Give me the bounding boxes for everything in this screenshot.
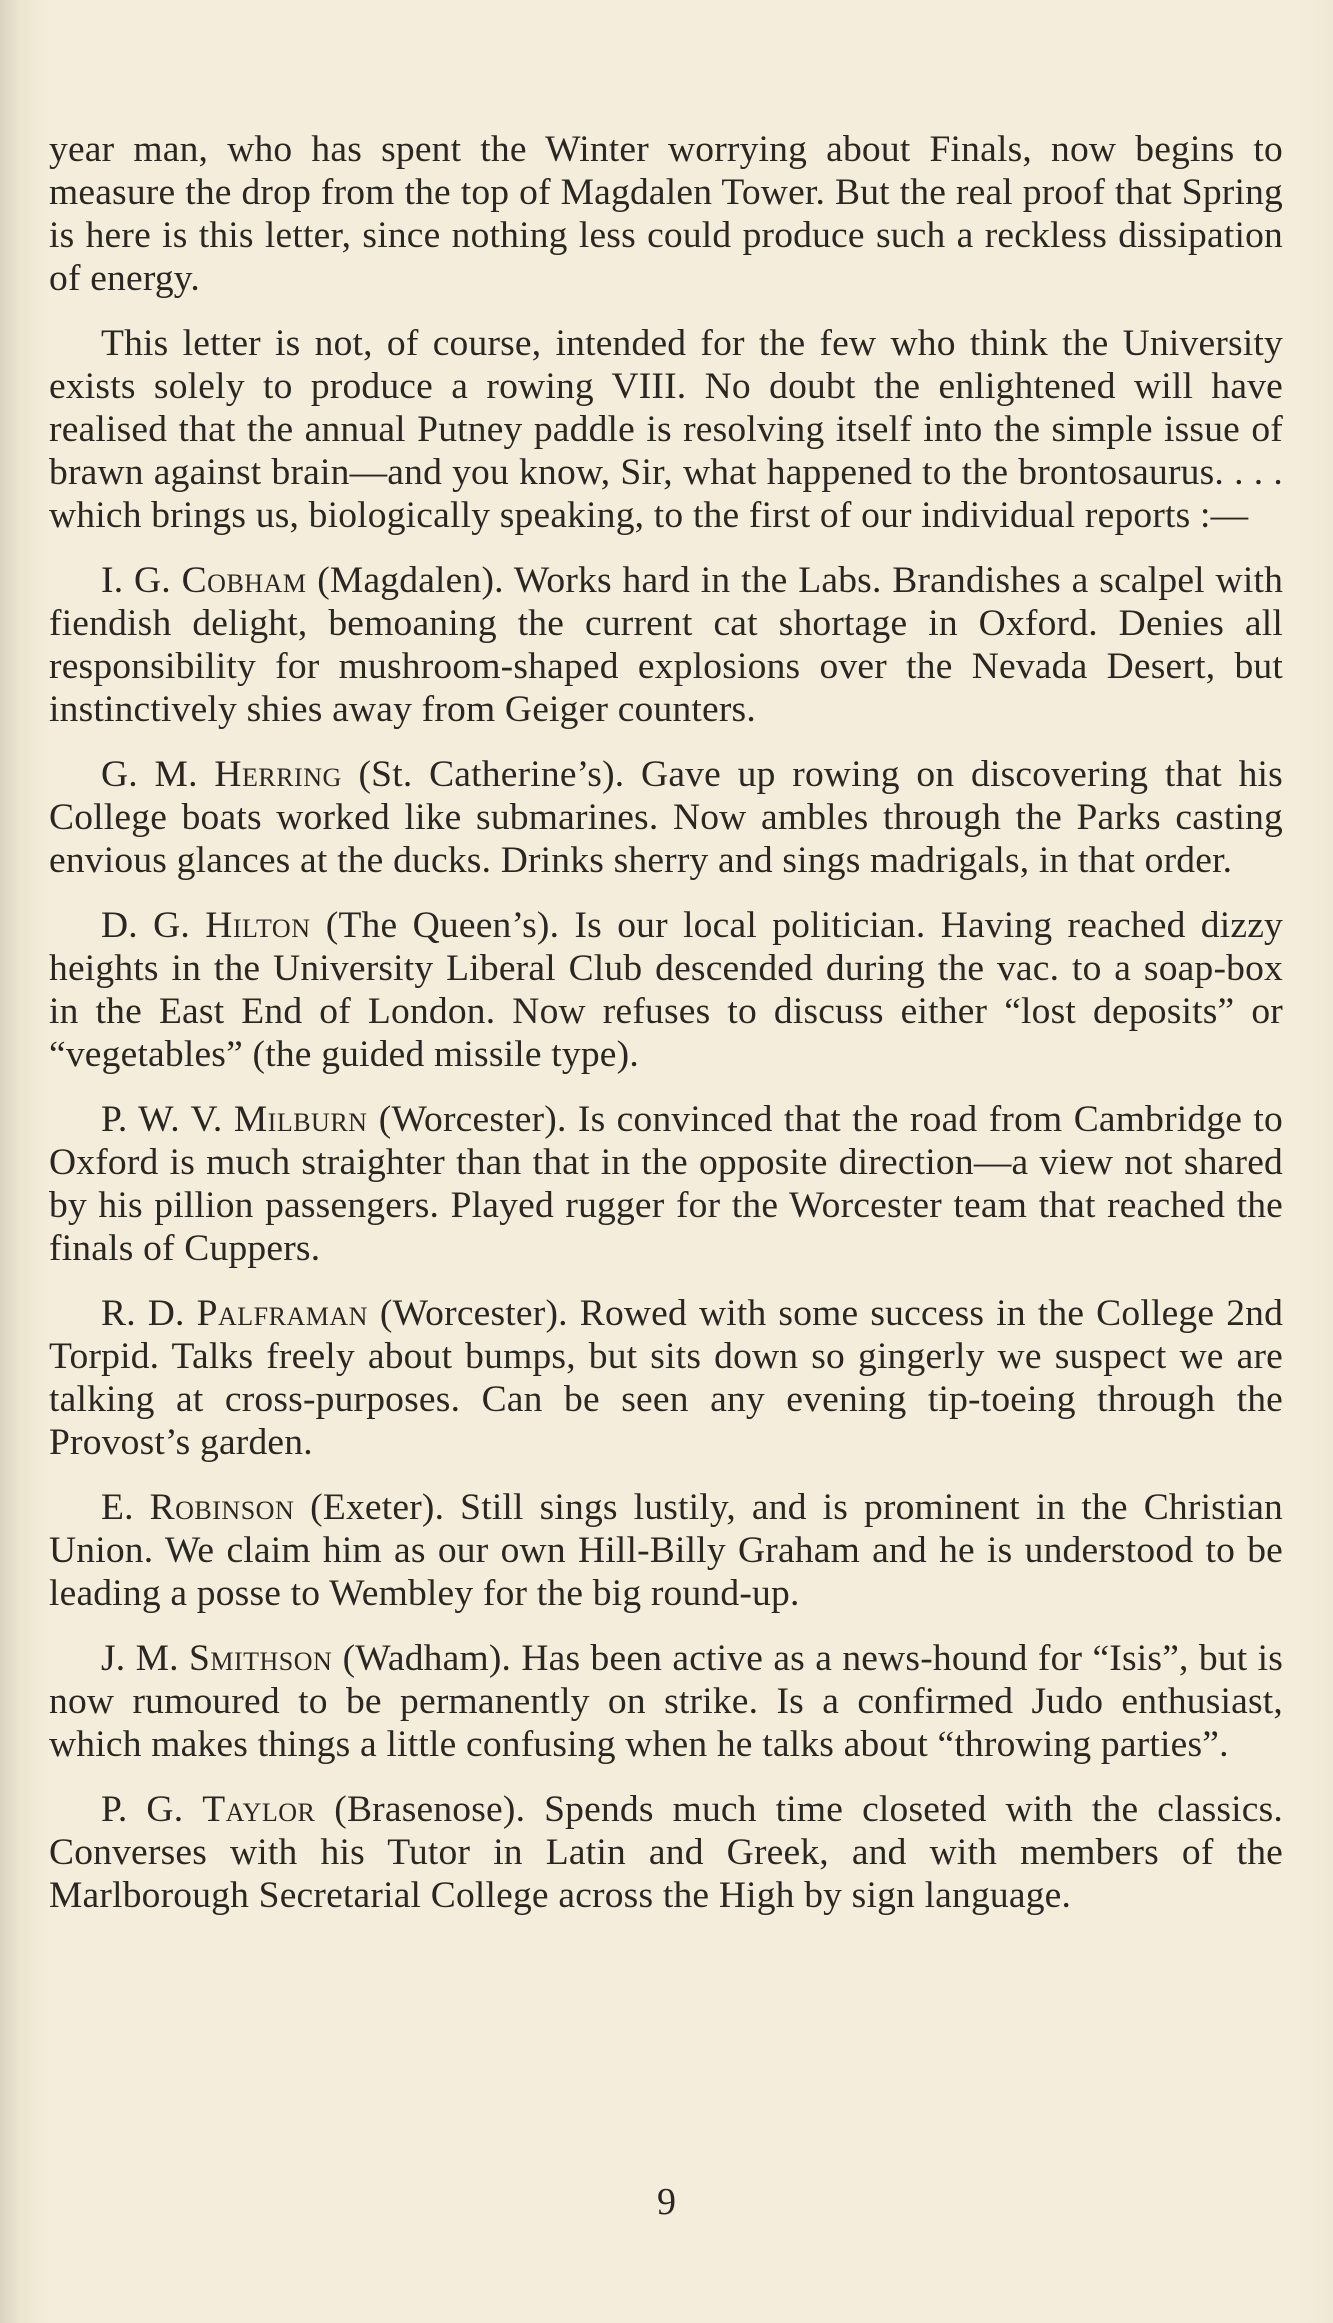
report-college: (The Queen’s). [325,905,560,946]
report-initials: E. [101,1487,134,1528]
report-college: (Wadham). [342,1638,512,1679]
report-surname: Hilton [205,905,311,946]
report-taylor [49,1788,1283,1917]
report-initials: D. G. [101,905,190,946]
report-college: (Worcester). [379,1293,568,1334]
report-text: Is convinced that the road from Cambridge to Oxford is much straighter than that in the opposite direction—a view not shared by his pillion passengers. Played rugger for the Worcester team that reached the finals of Cuppers. [49,1099,1283,1269]
report-text: Still sings lustily, and is prominent in the Christian Union. We claim him as our own Hill-Billy Graham and he is understood to be leading a posse to Wembley for the big round-up. [49,1487,1284,1614]
report-text: Rowed with some success in the College 2nd Torpid. Talks freely about bumps, but sits down so gingerly we suspect we are talking at cross-purposes. Can be seen any evening tip-toeing through the Provost’s garden. [49,1293,1284,1463]
report-initials: I. G. [101,560,171,601]
report-initials: P. G. [101,1789,184,1830]
report-college: (St. Catherine’s). [358,754,625,795]
report-herring [49,753,1283,882]
paragraph-intro-continuation: year man, who has spent the Winter worrying about Finals, now begins to measure the drop from the top of Magdalen Tower. But the real proof that Spring is here is this letter, since nothing less could produce such a reckless dissipation of energy. [49,129,1283,299]
report-surname: Cobham [181,560,307,601]
report-milburn [49,1098,1283,1270]
report-surname: Milburn [233,1099,368,1140]
body-text [49,128,1283,1939]
report-surname: Robinson [149,1487,295,1528]
report-palframan [49,1292,1283,1464]
report-text: Works hard in the Labs. Brandishes a scalpel with fiendish delight, bemoaning the current cat shortage in Oxford. Denies all responsibility for mushroom-shaped explosions over the Nevada Desert, but instinctively shies away from Geiger counters. [49,560,1284,730]
report-surname: Herring [214,754,342,795]
report-text: Gave up rowing on discovering that his College boats worked like submarines. Now ambles through the Parks casting envious glances at the ducks. Drinks sherry and sings madrigals, in that order. [49,754,1283,881]
paragraph-intro-letter: This letter is not, of course, intended for the few who think the University exists solely to produce a rowing VIII. No doubt the enlightened will have realised that the annual Putney paddle is resolving itself into the simple issue of brawn against brain—and you know, Sir, what happened to the brontosaurus. . . . which brings us, biologically speaking, to the first of our individual reports :— [49,323,1283,536]
report-college: (Brasenose). [334,1789,526,1830]
report-initials: J. M. [101,1638,179,1679]
report-hilton [49,904,1283,1076]
report-cobham [49,559,1283,731]
report-text: Spends much time closeted with the classics. Converses with his Tutor in Latin and Greek, and with members of the Marlborough Secretarial College across the High by sign language. [49,1789,1283,1916]
report-initials: R. D. [101,1293,185,1334]
report-initials: G. M. [101,754,198,795]
report-text: Has been active as a news-hound for “Isis”, but is now rumoured to be permanently on strike. Is a confirmed Judo enthusiast, which makes things a little confusing when he talks about “throwing parties”. [49,1638,1284,1765]
report-initials: P. W. V. [101,1099,223,1140]
report-college: (Magdalen). [317,560,504,601]
report-college: (Worcester). [378,1099,567,1140]
report-robinson [49,1486,1283,1615]
report-text: Is our local politician. Having reached dizzy heights in the University Liberal Club descended during the vac. to a soap-box in the East End of London. Now refuses to discuss either “lost deposits” or “vegetables” (the guided missile type). [49,905,1284,1075]
report-surname: Taylor [202,1789,316,1830]
report-surname: Palframan [196,1293,368,1334]
page-number: 9 [657,2181,676,2223]
report-surname: Smithson [189,1638,333,1679]
report-college: (Exeter). [310,1487,445,1528]
report-smithson [49,1637,1283,1766]
